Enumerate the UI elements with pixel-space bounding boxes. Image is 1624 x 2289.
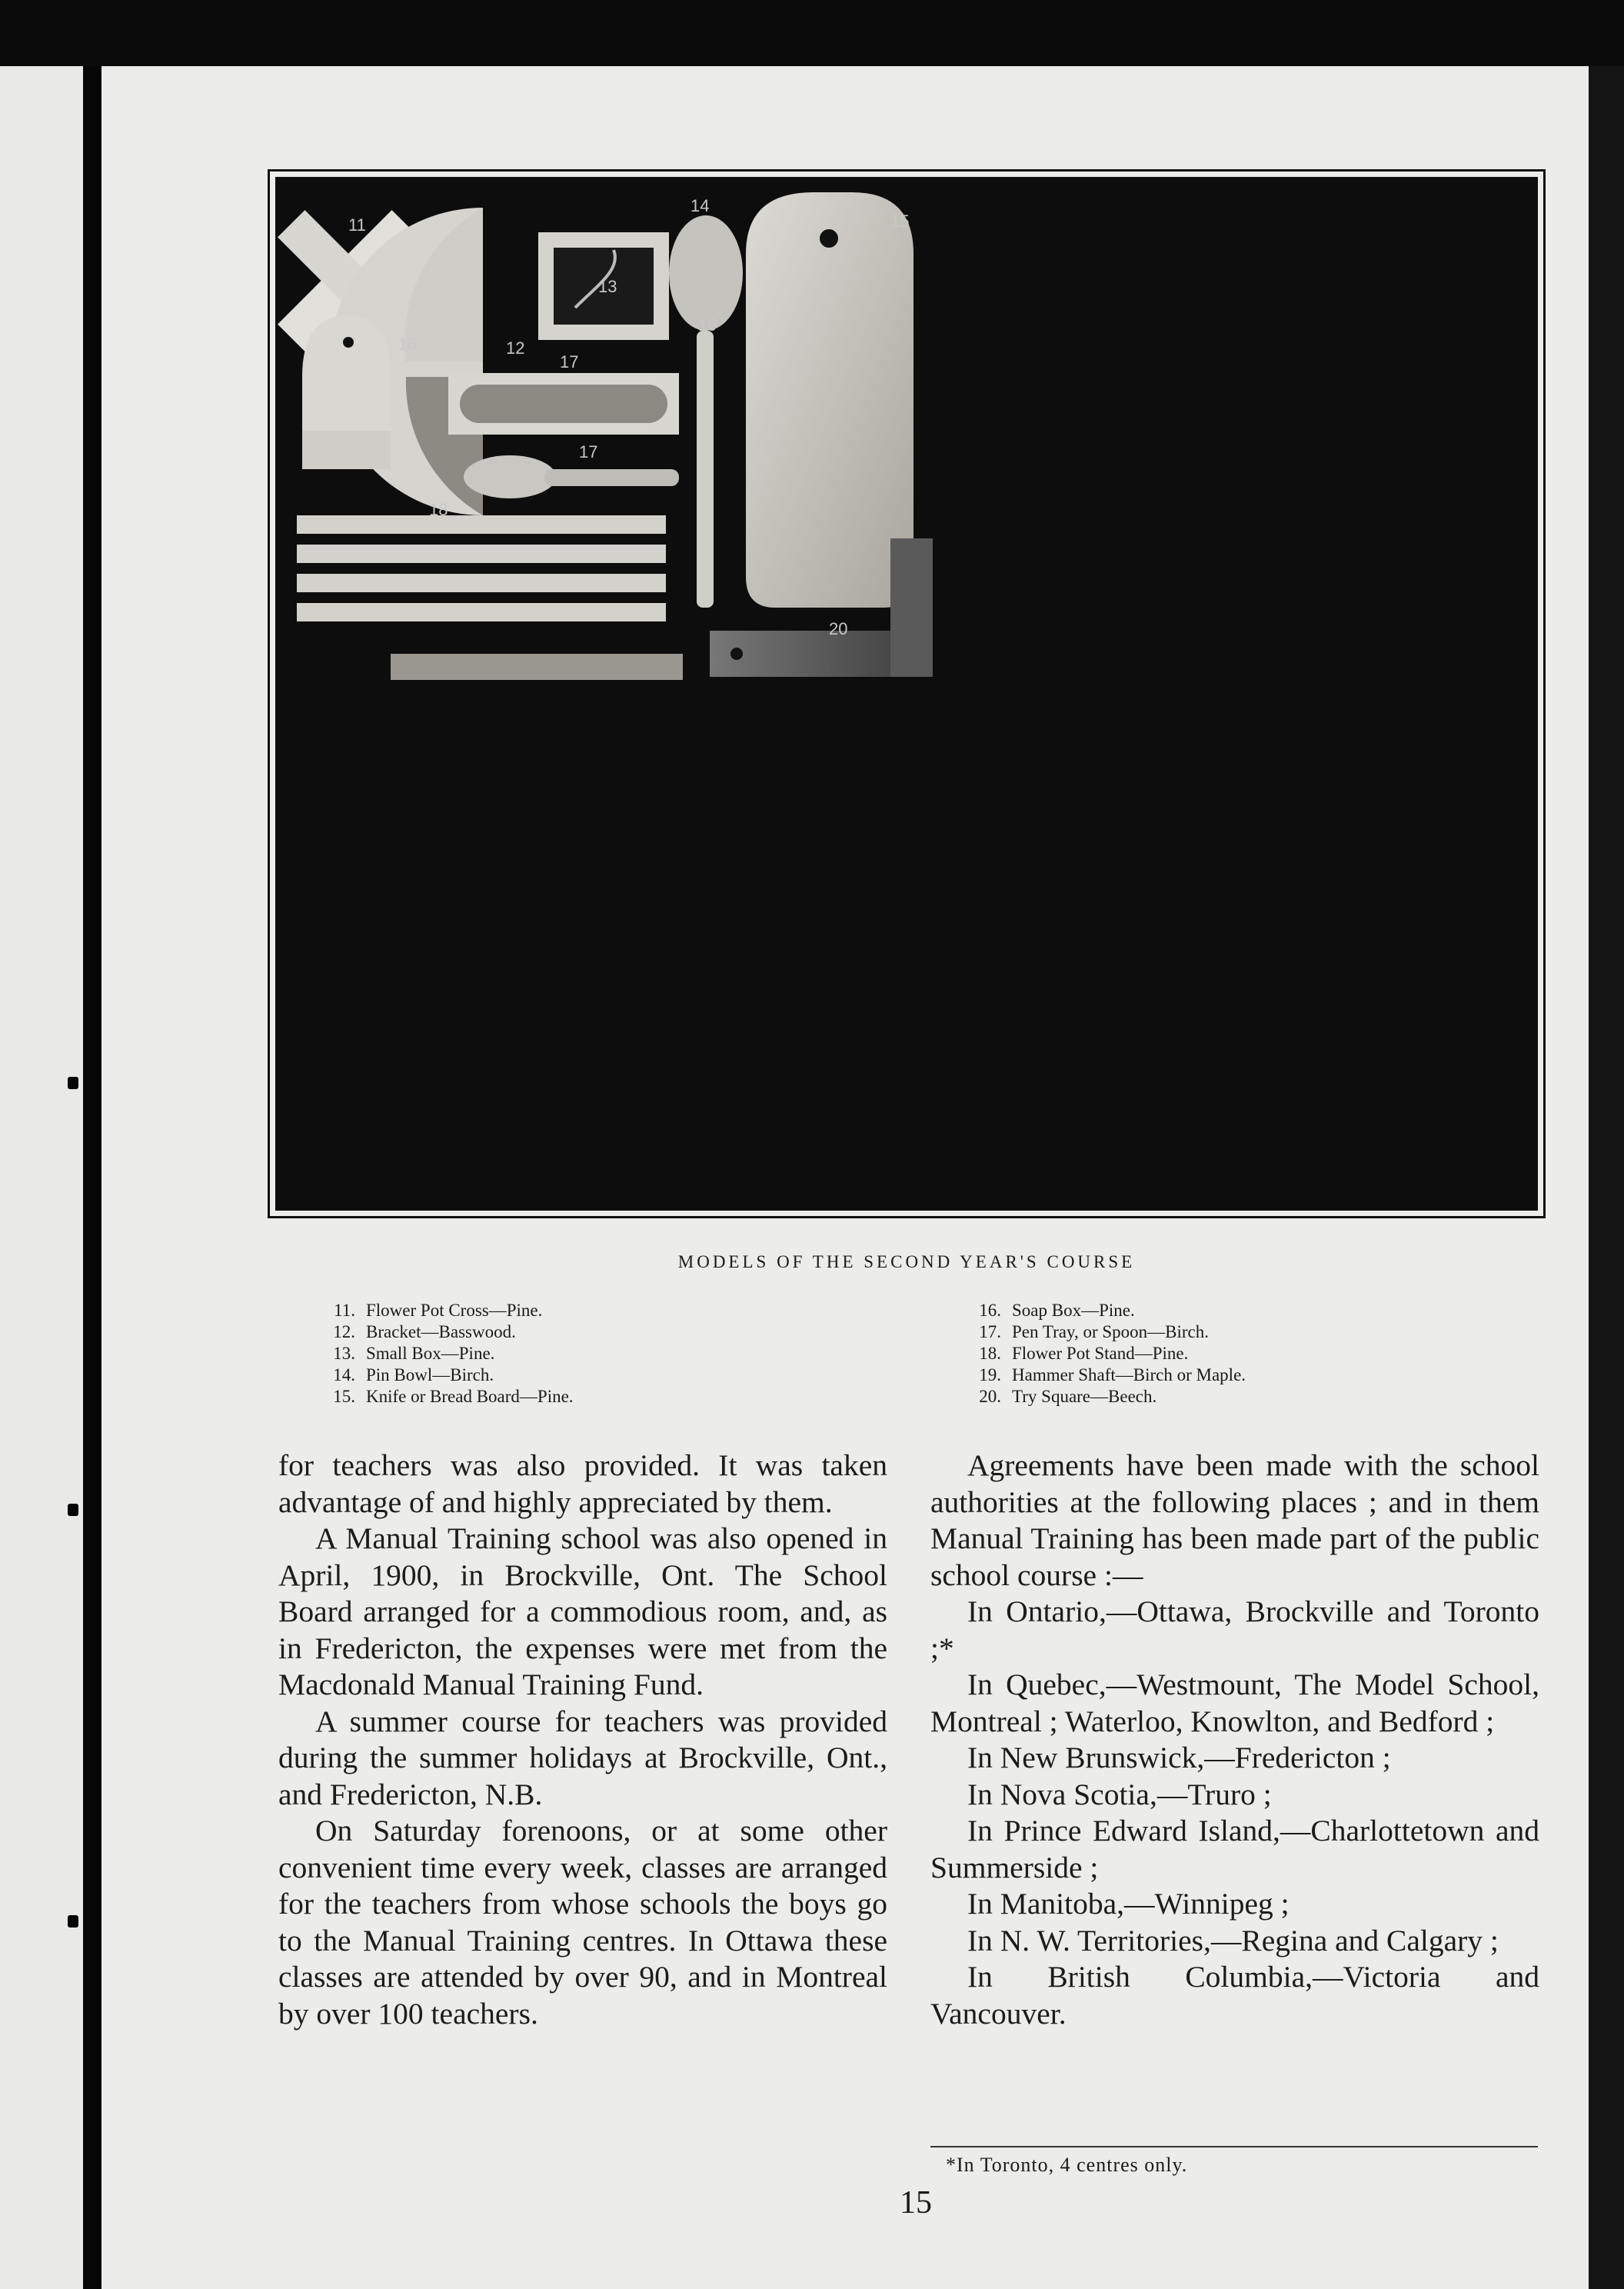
facing-page-edge xyxy=(0,66,83,2289)
binding-mark xyxy=(68,1504,78,1516)
paragraph: In N. W. Territories,—Regina and Calgary ; xyxy=(967,1923,1499,1957)
paragraph: In British Columbia,—Victoria and Vancouver. xyxy=(930,1960,1539,2031)
rule-stick-model xyxy=(391,654,683,680)
legend-item: 13. Small Box—Pine. xyxy=(333,1344,495,1363)
paragraph: A Manual Training school was also opened in April, 1900, in Brockville, Ont. The School Board arranged for a commodious room, and, as in Fredericton, the expenses were met from the Macdonald Manual Training Fund. xyxy=(278,1521,887,1701)
body-left-column xyxy=(278,1448,887,2032)
paragraph: A summer course for teachers was provided during the summer holidays at Brockville, Ont., and Fredericton, N.B. xyxy=(278,1704,887,1811)
paragraph: In Prince Edward Island,—Charlottetown and Summerside ; xyxy=(930,1814,1539,1884)
binding-mark xyxy=(68,1077,78,1089)
photo-number-label: 16 xyxy=(398,335,418,354)
body-right-column xyxy=(930,1448,1539,2032)
photo-number-label: 19 xyxy=(698,315,717,335)
binding-mark xyxy=(68,1915,78,1927)
right-page-edge xyxy=(1589,66,1624,2289)
hammer-shaft-model xyxy=(697,331,714,608)
spoon-model xyxy=(464,455,679,498)
legend-item: 18. Flower Pot Stand—Pine. xyxy=(979,1344,1189,1363)
paragraph: On Saturday forenoons, or at some other convenient time every week, classes are arranged for the teachers from whose schools the boys go to the Manual Training centres. In Ottawa these classes are attended by over 90, and in Montreal by over 100 teachers. xyxy=(278,1814,887,2031)
models-photograph xyxy=(275,177,1538,1211)
paragraph: In Nova Scotia,—Truro ; xyxy=(967,1777,1272,1811)
photo-number-label: 15 xyxy=(890,212,910,231)
legend-item: 20. Try Square—Beech. xyxy=(979,1387,1157,1406)
photo-number-label: 20 xyxy=(829,619,848,638)
legend-item: 17. Pen Tray, or Spoon—Birch. xyxy=(979,1322,1209,1341)
soap-box-model xyxy=(302,315,391,469)
photo-number-label: 17 xyxy=(560,352,579,372)
legend-item: 19. Hammer Shaft—Birch or Maple. xyxy=(979,1365,1246,1384)
photo-number-label: 11 xyxy=(348,215,366,235)
footnote-rule xyxy=(930,2146,1538,2147)
pin-bowl-model xyxy=(669,215,743,331)
photo-number-label: 14 xyxy=(691,196,710,215)
paragraph: In Ontario,—Ottawa, Brockville and Toronto ;* xyxy=(930,1594,1539,1665)
photo-number-label: 17 xyxy=(579,442,598,461)
legend-item: 14. Pin Bowl—Birch. xyxy=(333,1365,494,1384)
models-illustration xyxy=(275,177,1538,1211)
legend-item: 12. Bracket—Basswood. xyxy=(333,1322,516,1341)
photo-number-label: 18 xyxy=(429,500,448,519)
page-binding xyxy=(83,66,102,2289)
legend-item: 11. Flower Pot Cross—Pine. xyxy=(334,1301,543,1320)
paragraph: Agreements have been made with the school authorities at the following places ; and in them Manual Training has been made part of the public school course :— xyxy=(930,1448,1539,1592)
photo-number-label: 13 xyxy=(598,277,617,296)
photo-number-label: 12 xyxy=(506,338,525,358)
paragraph: In Manitoba,—Winnipeg ; xyxy=(967,1887,1290,1921)
legend-right xyxy=(969,1300,1246,1408)
pen-tray-model xyxy=(448,373,679,435)
footnote: *In Toronto, 4 centres only. xyxy=(946,2154,1188,2176)
legend-left xyxy=(323,1300,574,1408)
legend-item: 16. Soap Box—Pine. xyxy=(979,1301,1135,1320)
legend-item: 15. Knife or Bread Board—Pine. xyxy=(333,1387,574,1406)
page-number: 15 xyxy=(900,2185,932,2221)
paragraph: In New Brunswick,—Fredericton ; xyxy=(967,1741,1391,1774)
bread-board-model xyxy=(746,192,914,608)
flower-pot-stand-model xyxy=(297,515,666,621)
paragraph: In Quebec,—Westmount, The Model School, Montreal ; Waterloo, Knowlton, and Bedford ; xyxy=(930,1668,1539,1738)
figure-frame xyxy=(268,169,1546,1218)
paragraph: for teachers was also provided. It was taken advantage of and highly appreciated by them. xyxy=(278,1448,887,1519)
figure-caption: MODELS OF THE SECOND YEAR'S COURSE xyxy=(677,1252,1136,1271)
